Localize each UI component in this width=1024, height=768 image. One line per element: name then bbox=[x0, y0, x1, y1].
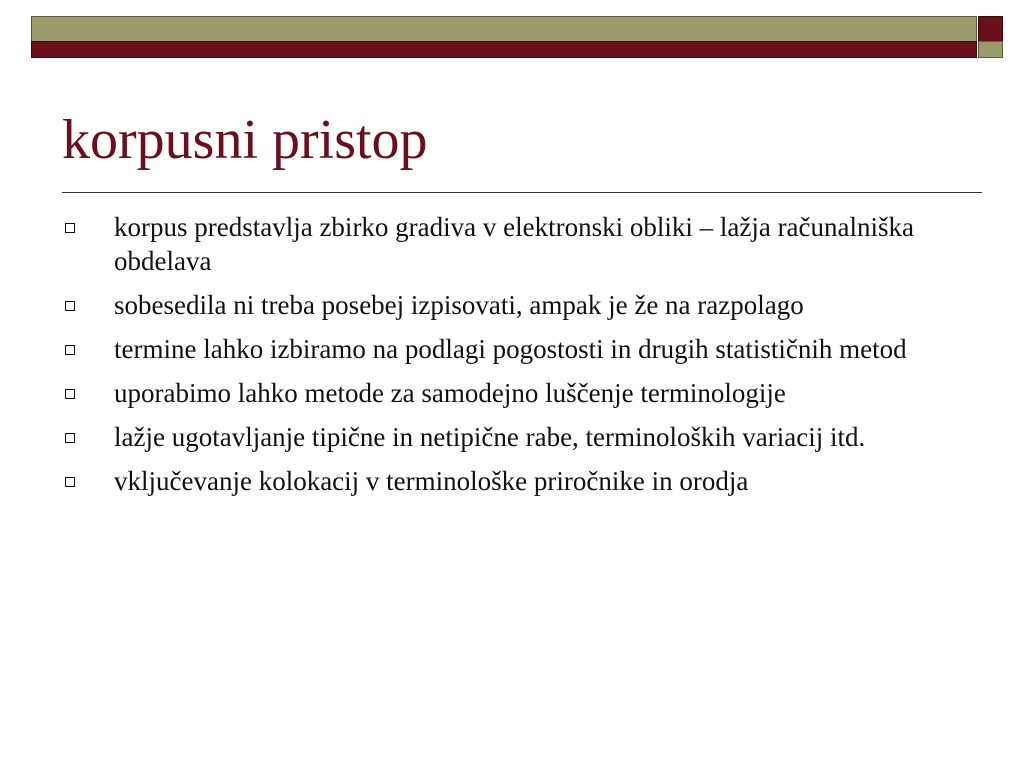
header-corner-olive bbox=[978, 41, 1003, 58]
hollow-square-icon bbox=[65, 433, 75, 443]
bullet-item bbox=[62, 420, 982, 454]
bullet-text: korpus predstavlja zbirko gradiva v elektronski obliki – lažja računalniška obdelava bbox=[114, 212, 915, 276]
bullet-text: lažje ugotavljanje tipične in netipične rabe, terminoloških variacij itd. bbox=[114, 422, 866, 452]
bullet-text: vključevanje kolokacij v terminološke priročnike in orodja bbox=[114, 466, 749, 496]
header-band-maroon bbox=[31, 41, 977, 58]
bullet-text: uporabimo lahko metode za samodejno luščenje terminologije bbox=[114, 378, 786, 408]
hollow-square-icon bbox=[65, 389, 75, 399]
bullet-item bbox=[62, 376, 982, 410]
bullet-text: sobesedila ni treba posebej izpisovati, ampak je že na razpolago bbox=[114, 290, 804, 320]
bullet-item bbox=[62, 288, 982, 322]
title-divider bbox=[62, 192, 982, 193]
bullet-text: termine lahko izbiramo na podlagi pogostosti in drugih statističnih metod bbox=[114, 334, 907, 364]
header-corner-maroon bbox=[978, 16, 1003, 42]
bullet-list bbox=[62, 210, 982, 508]
hollow-square-icon bbox=[65, 223, 75, 233]
hollow-square-icon bbox=[65, 345, 75, 355]
hollow-square-icon bbox=[65, 477, 75, 487]
bullet-item bbox=[62, 464, 982, 498]
bullet-item bbox=[62, 332, 982, 366]
hollow-square-icon bbox=[65, 301, 75, 311]
slide-title: korpusni pristop bbox=[62, 109, 428, 171]
bullet-item bbox=[62, 210, 982, 278]
header-band-olive bbox=[31, 16, 977, 42]
